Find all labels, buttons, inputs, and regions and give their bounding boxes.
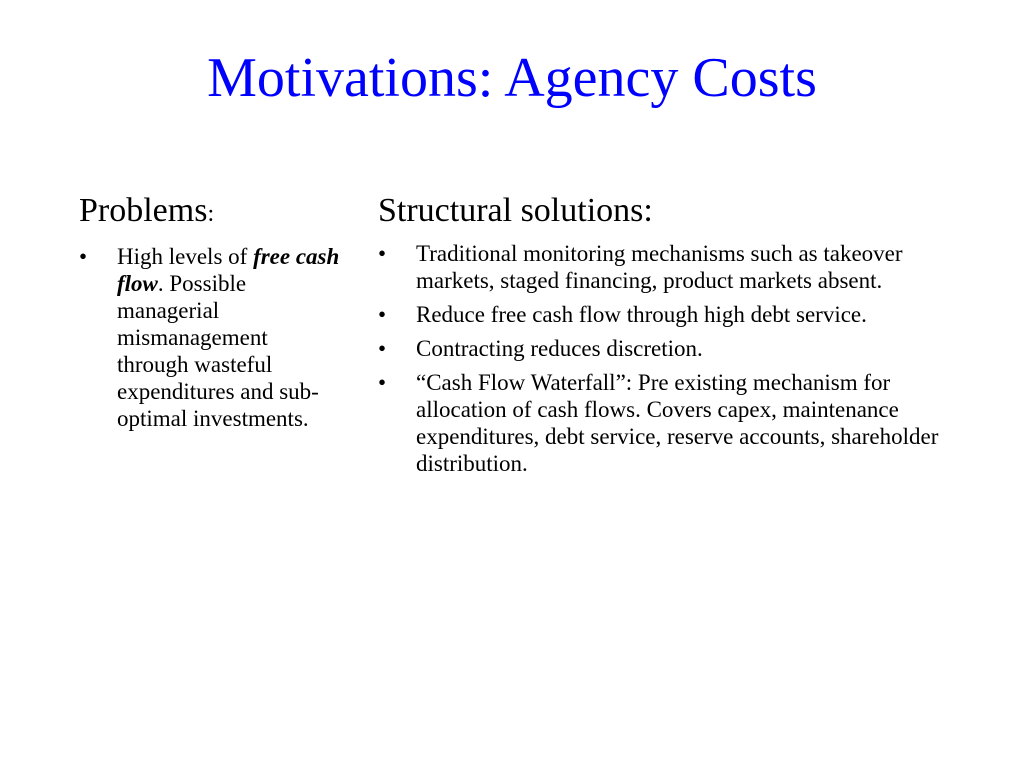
bullet-icon: • — [378, 336, 387, 361]
list-item — [79, 243, 341, 432]
solution-text: “Cash Flow Waterfall”: Pre existing mechanism for allocation of cash flows. Covers capex, maintenance expenditures, debt service, reserve accounts, shareholder distribution. — [416, 370, 939, 476]
list-item — [378, 335, 978, 362]
bullet-icon: • — [378, 370, 387, 395]
solution-text: Contracting reduces discretion. — [416, 336, 703, 361]
solutions-list — [378, 240, 978, 477]
problems-list — [79, 243, 341, 432]
solution-text: Traditional monitoring mechanisms such as takeover markets, staged financing, product markets absent. — [416, 241, 903, 293]
problems-heading-text: Problems — [79, 192, 208, 229]
problems-heading-colon: : — [207, 201, 215, 227]
problems-heading — [79, 188, 341, 237]
problems-column — [79, 188, 341, 439]
list-item — [378, 240, 978, 294]
solution-text: Reduce free cash flow through high debt service. — [416, 302, 867, 327]
bullet-icon: • — [378, 241, 387, 266]
bullet-icon: • — [378, 302, 387, 327]
list-item — [378, 301, 978, 328]
problem-text-suffix: . Possible managerial mismanagement through wasteful expenditures and sub-optimal investments. — [117, 271, 319, 431]
problem-text-prefix: High levels of — [117, 244, 254, 269]
list-item — [378, 369, 978, 477]
slide-title: Motivations: Agency Costs — [207, 47, 817, 109]
problem-text-emphasis: free cash flow — [117, 244, 340, 296]
solutions-heading: Structural solutions: — [378, 192, 653, 229]
bullet-icon: • — [79, 244, 88, 269]
solutions-column — [378, 188, 978, 484]
